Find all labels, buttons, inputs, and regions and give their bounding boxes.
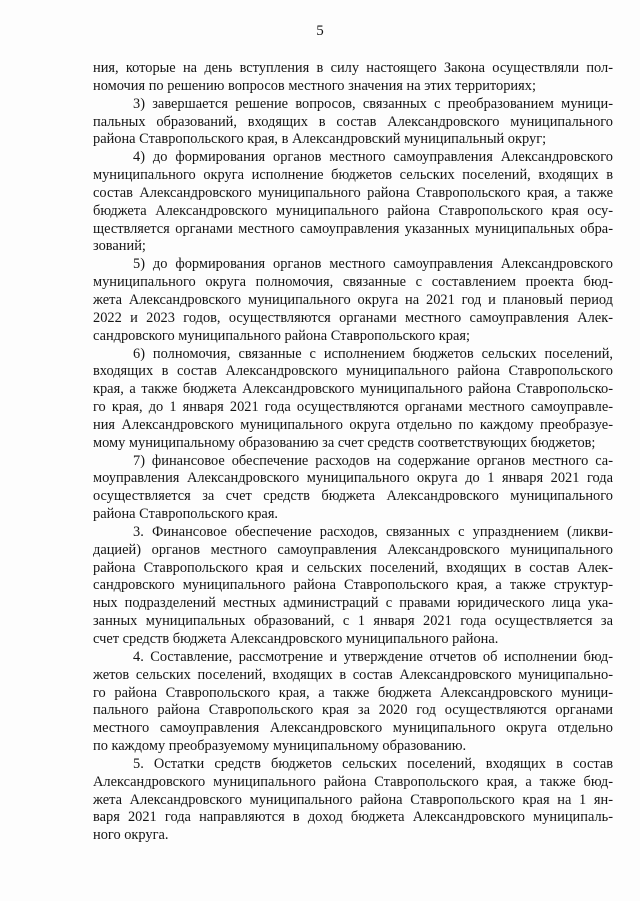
paragraph — [93, 453, 613, 524]
text-line: Александровского муниципального района Ставропольского края, а также бюд- — [93, 773, 613, 790]
text-line: по каждому преобразуемому муниципальному образованию. — [93, 738, 467, 755]
text-line: района Ставропольского края, в Александровский муниципальный округ; — [93, 131, 547, 148]
text-line: жета Александровского муниципального округа на 2021 год и плановый период — [93, 291, 613, 308]
paragraph — [93, 756, 613, 845]
body-text — [93, 60, 613, 845]
paragraph — [93, 256, 613, 345]
text-line: ного округа. — [93, 827, 169, 844]
text-line: 5. Остатки средств бюджетов сельских поселений, входящих в состав — [133, 755, 613, 772]
text-line: бюджета Александровского муниципального района Ставропольского края осу- — [93, 202, 613, 219]
paragraph — [93, 649, 613, 756]
text-line: района Ставропольского края и сельских поселений, входящих в состав Алек- — [93, 559, 613, 576]
text-line: входящих в состав Александровского муниципального района Ставропольского — [93, 363, 613, 380]
text-line: края, а также бюджета Александровского муниципального района Ставропольско- — [93, 381, 613, 398]
text-line: сандровского муниципального района Ставропольского края, а также структур- — [93, 577, 613, 594]
text-line: 3. Финансовое обеспечение расходов, связанных с упразднением (ликви- — [133, 523, 613, 540]
text-line: моуправления Александровского муниципального округа до 1 января 2021 года — [93, 470, 613, 487]
text-line: муниципального округа исполнение бюджетов сельских поселений, входящих в — [93, 167, 613, 184]
paragraph — [93, 96, 613, 150]
text-line: жетов сельских поселений, входящих в состав Александровского муниципально- — [93, 666, 613, 683]
text-line: 2022 и 2023 годов, осуществляются органами местного самоуправления Алек- — [93, 309, 613, 326]
text-line: жета Александровского муниципального района Ставропольского края на 1 ян- — [93, 791, 613, 808]
paragraph — [93, 524, 613, 649]
text-line: варя 2021 года направляются в доход бюджета Александровского муниципаль- — [93, 809, 613, 826]
text-line: пального района Ставропольского края за 2020 год осуществляются органами — [93, 702, 613, 719]
text-line: 7) финансовое обеспечение расходов на содержание органов местного са- — [133, 452, 613, 469]
text-line: ществляется органами местного самоуправления указанных муниципальных обра- — [93, 220, 613, 237]
text-line: счет средств бюджета Александровского муниципального района. — [93, 631, 499, 647]
text-line: района Ставропольского края. — [93, 506, 279, 523]
text-line: зований; — [93, 238, 146, 255]
paragraph — [93, 149, 613, 256]
text-line: пальных образований, входящих в состав Александровского муниципального — [93, 113, 613, 130]
text-line: осуществляется за счет средств бюджета Александровского муниципального — [93, 488, 613, 505]
page-number: 5 — [316, 23, 324, 39]
text-line: 3) завершается решение вопросов, связанных с преобразованием муници- — [133, 95, 613, 112]
text-line: сандровского муниципального района Ставропольского края; — [93, 327, 470, 344]
text-line: занных муниципальных образований, с 1 января 2021 года осуществляется за — [93, 613, 613, 630]
text-line: ния Александровского муниципального округа отдельно по каждому преобразуе- — [93, 416, 613, 433]
text-line: дацией) органов местного самоуправления Александровского муниципального — [93, 541, 613, 558]
text-line: го района Ставропольского края, а также бюджета Александровского муници- — [93, 684, 613, 701]
paragraph — [93, 60, 613, 96]
text-line: 6) полномочия, связанные с исполнением бюджетов сельских поселений, — [133, 345, 613, 362]
text-line: 4) до формирования органов местного самоуправления Александровского — [133, 149, 613, 166]
text-line: го края, до 1 января 2021 года осуществляются органами местного самоуправле- — [93, 399, 613, 416]
text-line: мому муниципальному образованию за счет средств соответствующих бюджетов; — [93, 434, 596, 451]
text-line: 5) до формирования органов местного самоуправления Александровского — [133, 256, 613, 273]
text-line: номочия по решению вопросов местного значения на этих территориях; — [93, 77, 536, 94]
text-line: ных подразделений местных администраций с правами юридического лица ука- — [93, 595, 613, 612]
text-line: муниципального округа полномочия, связанные с составлением проекта бюд- — [93, 274, 613, 291]
text-line: ния, которые на день вступления в силу настоящего Закона осуществляли пол- — [93, 60, 613, 76]
paragraph — [93, 346, 613, 453]
text-line: местного самоуправления Александровского муниципального округа отдельно — [93, 720, 613, 737]
text-line: 4. Составление, рассмотрение и утверждение отчетов об исполнении бюд- — [133, 648, 613, 665]
text-line: состав Александровского муниципального района Ставропольского края, а также — [93, 184, 613, 201]
